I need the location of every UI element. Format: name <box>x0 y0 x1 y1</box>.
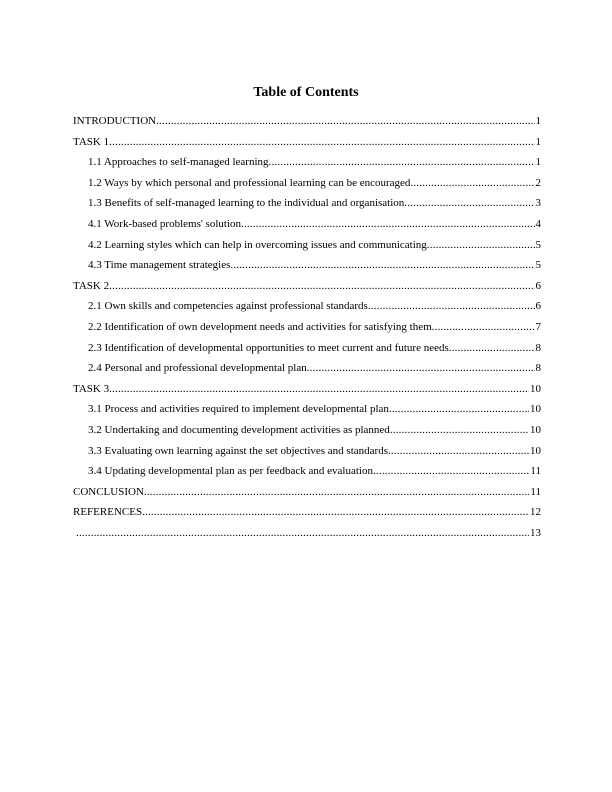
toc-entry[interactable] <box>73 152 541 173</box>
toc-entry-label: REFERENCES <box>73 506 143 519</box>
toc-entry-page-number: 1 <box>535 115 541 127</box>
toc-entry-page-number: 12 <box>530 506 541 519</box>
toc-entry-label: 3.4 Updating developmental plan as per feedback and evaluation <box>88 465 373 478</box>
toc-entry-label: 1.1 Approaches to self-managed learning <box>88 156 269 169</box>
dot-leader <box>109 132 534 153</box>
dot-leader <box>388 441 529 462</box>
toc-entry-label: CONCLUSION <box>73 485 144 498</box>
toc-entry[interactable] <box>73 214 541 235</box>
toc-entry[interactable] <box>73 358 541 379</box>
toc-entry[interactable] <box>73 420 541 441</box>
dot-leader <box>373 461 529 482</box>
toc-entry-page-number: 10 <box>530 423 541 436</box>
toc-entry[interactable] <box>73 441 541 462</box>
toc-entry-label: 2.4 Personal and professional developmental plan <box>88 362 307 375</box>
toc-entry-page-number: 4 <box>535 217 541 230</box>
dot-leader <box>368 296 535 317</box>
toc-entry-page-number: 2 <box>535 176 541 189</box>
toc-entry-label: TASK 3 <box>73 382 110 395</box>
toc-entry-page-number: 5 <box>535 238 541 251</box>
dot-leader <box>432 317 535 338</box>
dot-leader <box>142 502 529 523</box>
toc-entry[interactable] <box>73 461 541 482</box>
dot-leader <box>404 193 534 214</box>
toc-entry[interactable] <box>73 296 541 317</box>
dot-leader <box>390 420 529 441</box>
toc-entry-page-number: 1 <box>535 135 541 148</box>
toc-entry[interactable] <box>73 111 541 132</box>
dot-leader <box>269 152 535 173</box>
dot-leader <box>76 523 529 544</box>
toc-entry[interactable] <box>73 132 541 153</box>
toc-entry-label: 3.3 Evaluating own learning against the set objectives and standards <box>88 444 388 457</box>
toc-entry-page-number: 1 <box>535 156 541 169</box>
toc-entry-label: 4.2 Learning styles which can help in overcoming issues and communicating <box>88 238 427 251</box>
toc-entry-page-number: 11 <box>530 465 541 478</box>
toc-entry[interactable] <box>73 502 541 523</box>
toc-entry-label: 1.2 Ways by which personal and professional learning can be encouraged <box>88 176 411 189</box>
toc-entry[interactable] <box>73 173 541 194</box>
toc-entry-label: 2.2 Identification of own development needs and activities for satisfying them <box>88 320 432 333</box>
dot-leader <box>109 276 534 297</box>
toc-entry[interactable] <box>73 338 541 359</box>
toc-entry-label: 3.1 Process and activities required to implement developmental plan <box>88 403 389 416</box>
toc-entry-page-number: 10 <box>530 403 541 416</box>
toc-title: Table of Contents <box>253 85 359 100</box>
toc-entry[interactable] <box>73 235 541 256</box>
dot-leader <box>389 399 529 420</box>
dot-leader <box>109 379 529 400</box>
toc-entry[interactable] <box>73 255 541 276</box>
toc-entry[interactable] <box>73 193 541 214</box>
toc-entry-page-number: 13 <box>530 526 541 539</box>
toc-entry[interactable] <box>73 276 541 297</box>
dot-leader <box>241 214 534 235</box>
toc-entry-page-number: 8 <box>535 341 541 354</box>
toc-entry-label: 3.2 Undertaking and documenting development activities as planned <box>88 423 390 436</box>
toc-entry-label: 1.3 Benefits of self-managed learning to the individual and organisation <box>88 197 405 210</box>
toc-entry[interactable] <box>73 482 541 503</box>
toc-entry-page-number: 3 <box>535 197 541 210</box>
toc-entry[interactable] <box>73 317 541 338</box>
toc-entry-label: TASK 2 <box>73 279 110 292</box>
dot-leader <box>144 482 530 503</box>
toc-entry-label: 2.3 Identification of developmental opportunities to meet current and future needs <box>88 341 449 354</box>
toc-entry-page-number: 5 <box>535 259 541 272</box>
dot-leader <box>156 111 534 132</box>
toc-entry-page-number: 6 <box>535 279 541 292</box>
toc-entry-label: 4.1 Work-based problems' solution <box>88 217 242 230</box>
toc-entry-page-number: 7 <box>535 320 541 333</box>
toc-entry-page-number: 10 <box>530 444 541 457</box>
toc-entry-label: INTRODUCTION <box>73 115 157 127</box>
toc-entry[interactable] <box>73 379 541 400</box>
dot-leader <box>230 255 534 276</box>
toc-entry-label: 2.1 Own skills and competencies against professional standards <box>88 300 368 313</box>
toc-entry-label: TASK 1 <box>73 135 110 148</box>
toc-entry[interactable] <box>73 523 541 544</box>
toc-entry-label: 4.3 Time management strategies <box>88 259 231 272</box>
toc-entry-page-number: 11 <box>530 485 541 498</box>
dot-leader <box>427 235 535 256</box>
dot-leader <box>410 173 534 194</box>
toc-entry-page-number: 8 <box>535 362 541 375</box>
toc-entry[interactable] <box>73 399 541 420</box>
table-of-contents <box>73 111 541 543</box>
toc-entry-page-number: 6 <box>535 300 541 313</box>
dot-leader <box>449 338 535 359</box>
dot-leader <box>307 358 535 379</box>
toc-entry-page-number: 10 <box>530 382 541 395</box>
